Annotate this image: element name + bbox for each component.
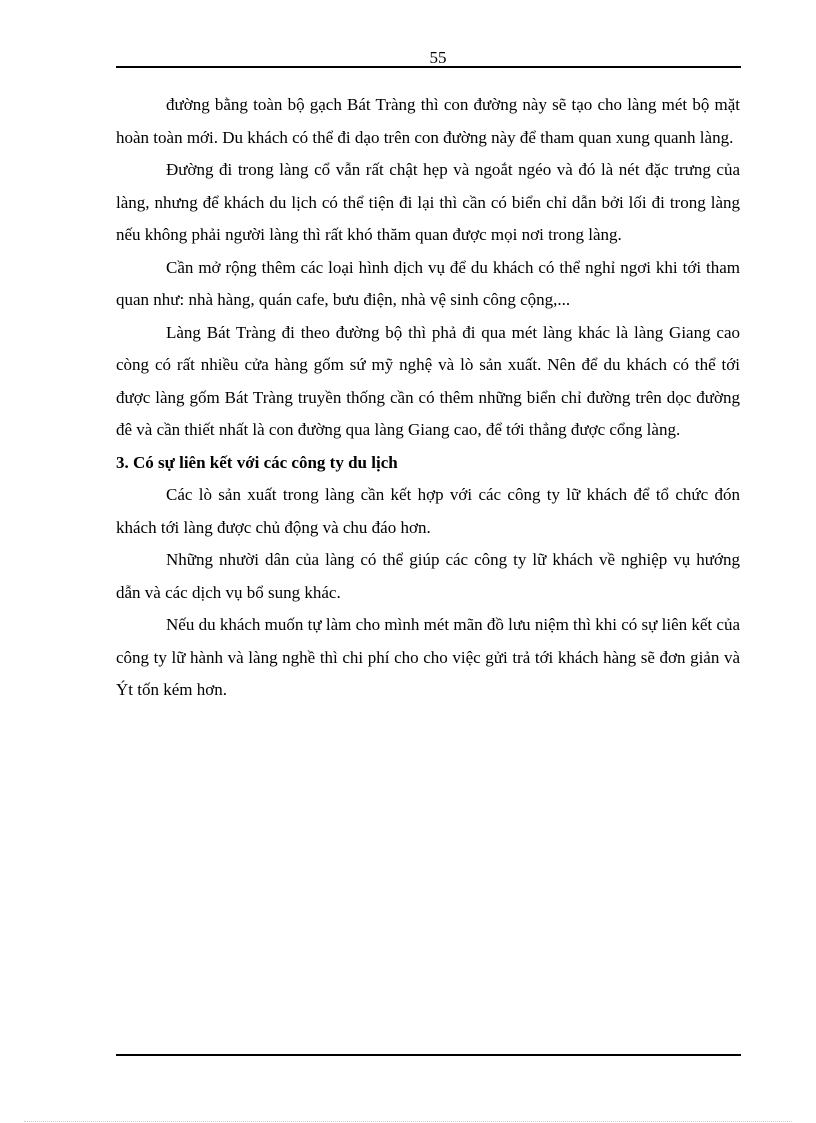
section-heading: 3. Có sự liên kết với các công ty du lịch [116,452,398,472]
body-text [116,89,740,707]
footer-rule [116,1054,741,1056]
paragraph: Nếu du khách muốn tự làm cho mình mét mãn đồ lưu niệm thì khi có sự liên kết của công ty lữ hành và làng nghề thì chi phí cho cho việc gửi trả tới khách hàng sẽ đơn giản và Ýt tốn kém hơn. [116,615,740,699]
page-bottom-edge [24,1121,792,1122]
header-rule [116,66,741,68]
page-number: 55 [429,48,447,67]
paragraph: Cần mở rộng thêm các loại hình dịch vụ để du khách có thể nghỉ ngơi khi tới tham quan như: nhà hàng, quán cafe, bưu điện, nhà vệ sinh công cộng,... [116,257,740,309]
paragraph: Đường đi trong làng cổ vẫn rất chật hẹp và ngoắt ngéo và đó là nét đặc trưng của làng, nhưng để khách du lịch có thể tiện đi lại thì cần có biển chỉ dẫn bởi lối đi trong làng nếu không phải người làng thì rất khó thăm quan được mọi nơi trong làng. [116,160,740,244]
paragraph: Các lò sản xuất trong làng cần kết hợp với các công ty lữ khách để tổ chức đón khách tới làng được chủ động và chu đáo hơn. [116,485,740,537]
paragraph: Những nhười dân của làng có thể giúp các công ty lữ khách về nghiệp vụ hướng dẫn và các dịch vụ bổ sung khác. [116,550,740,602]
paragraph: đường bằng toàn bộ gạch Bát Tràng thì con đường này sẽ tạo cho làng mét bộ mặt hoàn toàn mới. Du khách có thể đi dạo trên con đường này để tham quan xung quanh làng. [116,95,740,147]
paragraph: Làng Bát Tràng đi theo đường bộ thì phả đi qua mét làng khác là làng Giang cao còng có rất nhiều cửa hàng gốm sứ mỹ nghệ và lò sản xuất. Nên để du khách có thể tới được làng gốm Bát Tràng truyền thống cần có thêm những biển chỉ đường trên dọc đường đê và cần thiết nhất là con đường qua làng Giang cao, để tới thẳng được cổng làng. [116,322,740,439]
